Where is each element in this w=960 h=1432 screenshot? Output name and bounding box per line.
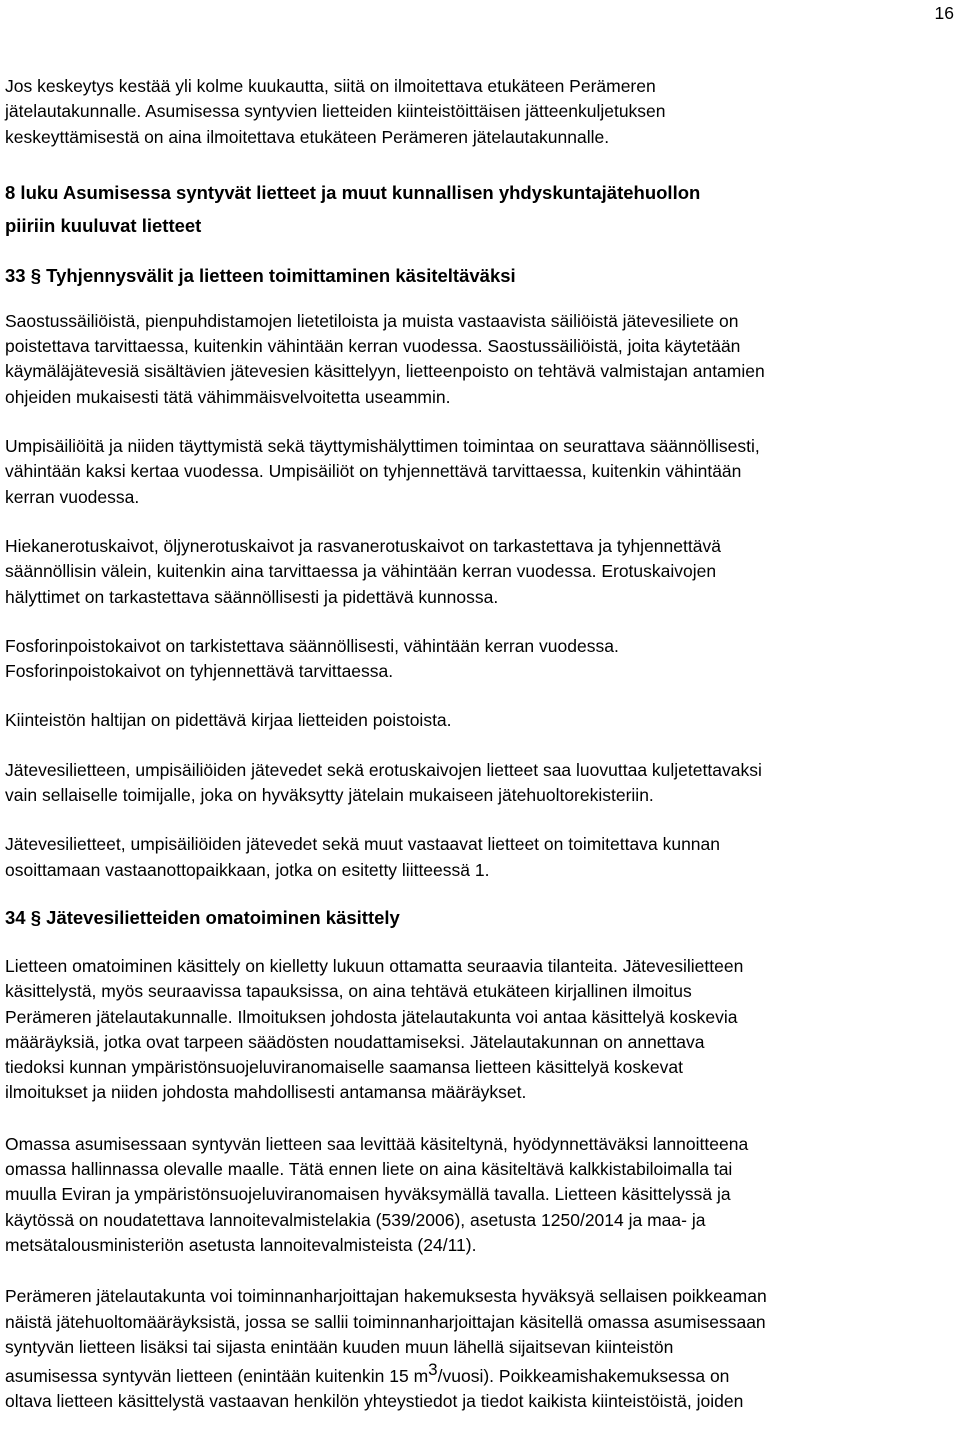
paragraph-33-3 (5, 534, 955, 610)
text-line: Jätevesilietteen, umpisäiliöiden jätevedet sekä erotuskaivojen lietteet saa luovuttaa kuljetettavaksi (5, 759, 762, 780)
section-number: 34 (5, 906, 26, 928)
text-line: Perämeren jätelautakunnalle. Ilmoituksen johdosta jätelautakunta voi antaa käsittelyä koskevia (5, 1006, 738, 1027)
section-title: Tyhjennysvälit ja lietteen toimittaminen käsiteltäväksi (46, 264, 516, 286)
text-line: käymäläjätevesiä sisältävien jätevesien käsittelyyn, lietteenpoisto on tehtävä valmistajan antamien (5, 361, 765, 382)
document-body (5, 74, 955, 1415)
section-34-heading (5, 905, 955, 930)
paragraph-34-3 (5, 1284, 955, 1414)
text-line: vain sellaiselle toimijalle, joka on hyväksytty jätelain mukaiseen jätehuoltorekisteriin. (5, 785, 654, 806)
superscript: 3 (428, 1360, 438, 1380)
section-number: 33 (5, 264, 26, 286)
text-line: osoittamaan vastaanottopaikkaan, jotka on esitetty liitteessä 1. (5, 859, 490, 880)
paragraph-33-7 (5, 832, 955, 883)
paragraph-intro (5, 74, 955, 150)
text-line: poistettava tarvittaessa, kuitenkin vähintään kerran vuodessa. Saostussäiliöistä, joita käytetään (5, 336, 741, 357)
text-line: Fosforinpoistokaivot on tarkistettava säännöllisesti, vähintään kerran vuodessa. (5, 635, 619, 656)
text-line: käytössä on noudatettava lannoitevalmistelakia (539/2006), asetusta 1250/2014 ja maa- ja (5, 1209, 706, 1230)
text-line: Hiekanerotuskaivot, öljynerotuskaivot ja rasvanerotuskaivot on tarkastettava ja tyhjennettävä (5, 535, 721, 556)
paragraph-33-4 (5, 634, 955, 685)
section-title: Jätevesilietteiden omatoiminen käsittely (46, 906, 400, 928)
text-line: Jätevesilietteet, umpisäiliöiden jätevedet sekä muut vastaavat lietteet on toimitettava kunnan (5, 834, 720, 855)
text-line: ohjeiden mukaisesti tätä vähimmäisvelvoitetta useammin. (5, 386, 451, 407)
chapter-heading (5, 176, 955, 243)
paragraph-34-1 (5, 954, 955, 1106)
text-segment: /vuosi). Poikkeamishakemuksessa on (437, 1366, 730, 1387)
text-line (5, 1360, 955, 1389)
text-line: Jos keskeytys kestää yli kolme kuukautta, siitä on ilmoitettava etukäteen Perämeren (5, 76, 656, 96)
text-line: hälyttimet on tarkastettava säännöllisesti ja pidettävä kunnossa. (5, 586, 499, 607)
text-line: säännöllisin välein, kuitenkin aina tarvittaessa ja vähintään kerran vuodessa. Erotuskaivojen (5, 561, 717, 582)
text-line: metsätalousministeriön asetusta lannoitevalmisteista (24/11). (5, 1234, 477, 1255)
paragraph-33-6 (5, 758, 955, 809)
text-line: jätelautakunnalle. Asumisessa syntyvien lietteiden kiinteistöittäisen jätteenkuljetuksen (5, 101, 666, 122)
section-sign: § (30, 264, 42, 286)
text-line: näistä jätehuoltomääräyksistä, jossa se sallii toiminnanharjoittajan käsitellä omassa asumisessaan (5, 1311, 766, 1332)
paragraph-34-2 (5, 1132, 955, 1258)
chapter-heading-line: piiriin kuuluvat lietteet (5, 215, 202, 237)
text-line: syntyvän lietteen lisäksi tai sijasta enintään kuuden muun lähellä sijaitsevan kiinteistön (5, 1336, 674, 1357)
text-line: Fosforinpoistokaivot on tyhjennettävä tarvittaessa. (5, 661, 394, 682)
paragraph-33-1 (5, 309, 955, 410)
text-line: Lietteen omatoiminen käsittely on kielletty lukuun ottamatta seuraavia tilanteita. Jätevesilietteen (5, 955, 744, 976)
text-line: keskeyttämisestä on aina ilmoitettava etukäteen Perämeren jätelautakunnalle. (5, 126, 610, 147)
text-line: Omassa asumisessaan syntyvän lietteen saa levittää käsiteltynä, hyödynnettäväksi lannoitteena (5, 1133, 749, 1154)
text-line: kerran vuodessa. (5, 486, 140, 507)
text-line: omassa hallinnassa olevalle maalle. Tätä ennen liete on aina käsiteltävä kalkkistabiloimalla tai (5, 1159, 733, 1180)
section-33-heading (5, 263, 955, 288)
text-line: oltava lietteen käsittelystä vastaavan henkilön yhteystiedot ja tiedot kaikista kiinteistöistä, joiden (5, 1391, 744, 1412)
text-line: Umpisäiliöitä ja niiden täyttymistä sekä täyttymishälyttimen toimintaa on seurattava säännöllisesti, (5, 436, 760, 457)
text-line: Kiinteistön haltijan on pidettävä kirjaa lietteiden poistoista. (5, 710, 452, 731)
text-line: käsittelystä, myös seuraavissa tapauksissa, on aina tehtävä etukäteen kirjallinen ilmoitus (5, 981, 692, 1002)
paragraph-33-2 (5, 434, 955, 510)
paragraph-33-5 (5, 708, 955, 733)
text-line: ilmoitukset ja niiden johdosta mahdollisesti antamansa määräykset. (5, 1082, 527, 1103)
text-line: Perämeren jätelautakunta voi toiminnanharjoittajan hakemuksesta hyväksyä sellaisen poikkeaman (5, 1286, 767, 1307)
text-segment: asumisessa syntyvän lietteen (enintään kuitenkin 15 m (5, 1366, 429, 1387)
section-sign: § (30, 906, 42, 928)
text-line: Saostussäiliöistä, pienpuhdistamojen lietetiloista ja muista vastaavista säiliöistä jätevesiliete on (5, 310, 739, 331)
text-line: määräyksiä, jotka ovat tarpeen säädösten noudattamiseksi. Jätelautakunnan on annettava (5, 1031, 705, 1052)
text-line: tiedoksi kunnan ympäristönsuojeluviranomaiselle saamansa lietteen käsittelyä koskevat (5, 1057, 683, 1078)
text-line: muulla Eviran ja ympäristönsuojeluviranomaisen hyväksymällä tavalla. Lietteen käsittelyssä ja (5, 1184, 731, 1205)
page-number: 16 (934, 3, 954, 23)
text-line: vähintään kaksi kertaa vuodessa. Umpisäiliöt on tyhjennettävä tarvittaessa, kuitenkin vähintään (5, 461, 742, 482)
chapter-heading-line: 8 luku Asumisessa syntyvät lietteet ja muut kunnallisen yhdyskuntajätehuollon (5, 181, 701, 203)
